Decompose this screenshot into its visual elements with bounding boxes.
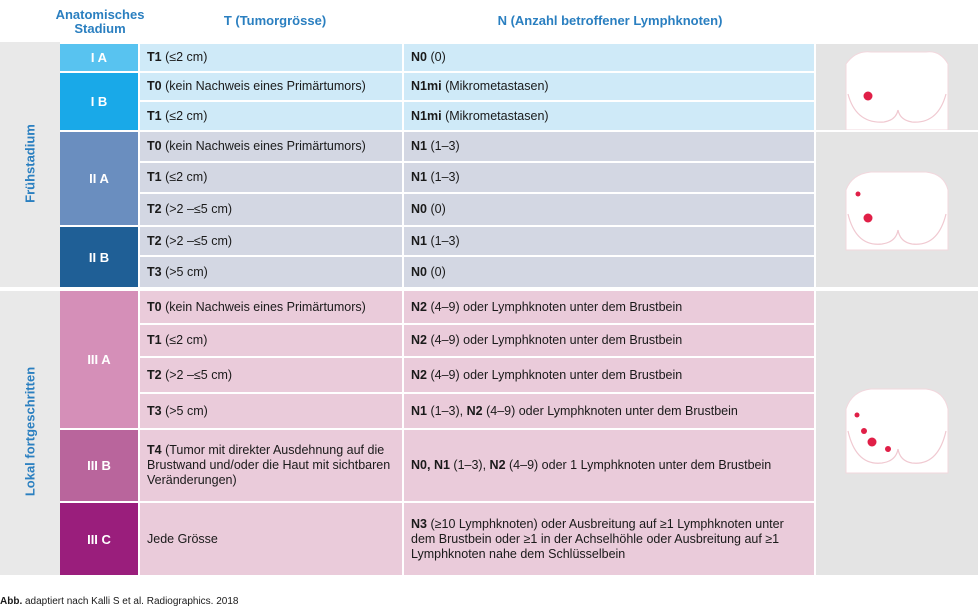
header-n: N (Anzahl betroffener Lymphknoten): [497, 13, 723, 28]
n-cell: N1 (1–3): [404, 132, 814, 161]
stage-IIIA: III A: [60, 291, 138, 428]
t-cell: T0 (kein Nachweis eines Primärtumors): [140, 73, 402, 100]
illustration-panel-stage-2: [816, 132, 978, 287]
n-cell: N2 (4–9) oder Lymphknoten unter dem Brustbein: [404, 291, 814, 323]
n-cell: N1 (1–3), N2 (4–9) oder Lymphknoten unter dem Brustbein: [404, 394, 814, 428]
t-cell: T1 (≤2 cm): [140, 163, 402, 192]
n-cell: N2 (4–9) oder Lymphknoten unter dem Brustbein: [404, 358, 814, 392]
n-cell: N0, N1 (1–3), N2 (4–9) oder 1 Lymphknoten unter dem Brustbein: [404, 430, 814, 501]
header-t: T (Tumorgrösse): [223, 13, 327, 28]
t-cell: T0 (kein Nachweis eines Primärtumors): [140, 132, 402, 161]
stage-IIIC: III C: [60, 503, 138, 575]
illustration-panel-stage-1: [816, 44, 978, 130]
stage-IIIB: III B: [60, 430, 138, 501]
n-cell: N0 (0): [404, 44, 814, 71]
illustration-panel-stage-3: [816, 291, 978, 575]
t-cell: T1 (≤2 cm): [140, 44, 402, 71]
breast-stage-2-illustration: [816, 132, 978, 287]
t-cell: T4 (Tumor mit direkter Ausdehnung auf die Brustwand und/oder die Haut mit sichtbaren Veränderungen): [140, 430, 402, 501]
n-cell: N1 (1–3): [404, 163, 814, 192]
breast-stage-1-illustration: [816, 44, 978, 130]
t-cell: T2 (>2 –≤5 cm): [140, 358, 402, 392]
t-cell: T1 (≤2 cm): [140, 325, 402, 356]
group-label-early: Frühstadium: [22, 124, 38, 203]
t-cell: T2 (>2 –≤5 cm): [140, 227, 402, 255]
header-stage: Anatomisches Stadium: [55, 7, 145, 36]
t-cell: T2 (>2 –≤5 cm): [140, 194, 402, 225]
n-cell: N2 (4–9) oder Lymphknoten unter dem Brustbein: [404, 325, 814, 356]
n-cell: N1mi (Mikrometastasen): [404, 73, 814, 100]
figure-caption: Abb. adaptiert nach Kalli S et al. Radiographics. 2018: [0, 596, 239, 607]
group-label-advanced: Lokal fortgeschritten: [22, 366, 38, 497]
stage-IIB: II B: [60, 227, 138, 287]
stage-IA: I A: [60, 44, 138, 71]
n-cell: N0 (0): [404, 257, 814, 287]
n-cell: N1 (1–3): [404, 227, 814, 255]
breast-stage-3-illustration: [816, 291, 978, 575]
t-cell: T0 (kein Nachweis eines Primärtumors): [140, 291, 402, 323]
t-cell: Jede Grösse: [140, 503, 402, 575]
stage-IB: I B: [60, 73, 138, 130]
n-cell: N1mi (Mikrometastasen): [404, 102, 814, 130]
t-cell: T3 (>5 cm): [140, 394, 402, 428]
stage-IIA: II A: [60, 132, 138, 225]
t-cell: T3 (>5 cm): [140, 257, 402, 287]
n-cell: N0 (0): [404, 194, 814, 225]
n-cell: N3 (≥10 Lymphknoten) oder Ausbreitung auf ≥1 Lymphknoten unter dem Brustbein oder ≥1 in der Achselhöhle oder Ausbreitung auf ≥1 Lymphknoten nahe dem Schlüsselbein: [404, 503, 814, 575]
t-cell: T1 (≤2 cm): [140, 102, 402, 130]
